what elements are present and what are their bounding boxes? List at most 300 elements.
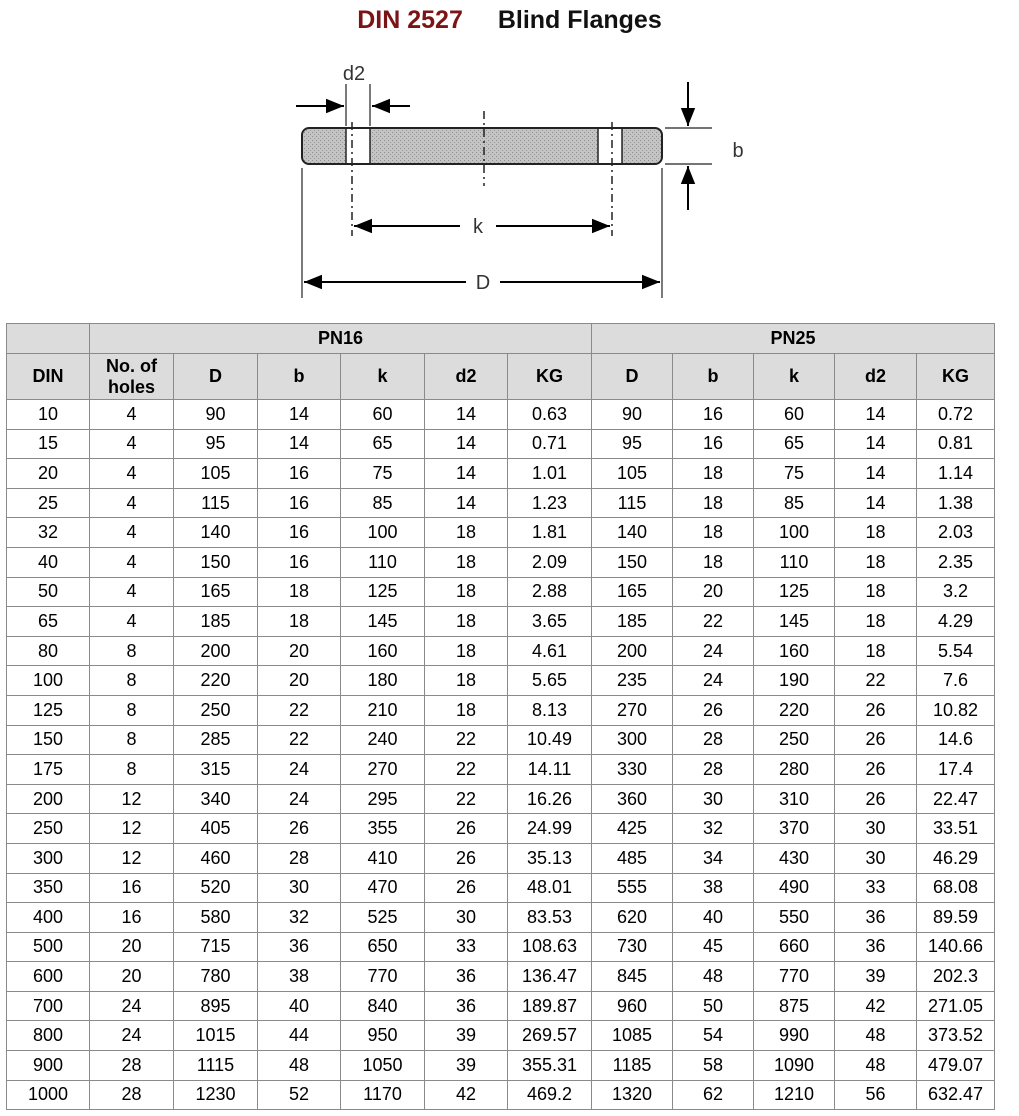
table-cell: 330 — [592, 755, 673, 785]
table-cell: 26 — [835, 755, 917, 785]
table-cell: 460 — [174, 843, 258, 873]
table-cell: 990 — [754, 1021, 835, 1051]
table-cell: 34 — [673, 843, 754, 873]
table-cell: 0.71 — [508, 429, 592, 459]
b-label: b — [732, 140, 744, 162]
table-cell: 150 — [174, 547, 258, 577]
table-row — [7, 607, 995, 637]
table-row — [7, 784, 995, 814]
table-cell: 14 — [258, 400, 341, 430]
table-cell: 8 — [90, 666, 174, 696]
table-cell: 355 — [341, 814, 425, 844]
table-cell: 5.65 — [508, 666, 592, 696]
table-cell: 18 — [425, 636, 508, 666]
table-cell: 580 — [174, 903, 258, 933]
table-cell: 8.13 — [508, 695, 592, 725]
table-cell: 68.08 — [917, 873, 995, 903]
table-cell: 18 — [673, 547, 754, 577]
table-cell: 1.14 — [917, 459, 995, 489]
table-cell: 105 — [592, 459, 673, 489]
table-cell: 20 — [7, 459, 90, 489]
table-cell: 115 — [174, 488, 258, 518]
table-cell: 18 — [835, 636, 917, 666]
table-cell: 100 — [754, 518, 835, 548]
table-cell: 250 — [174, 695, 258, 725]
table-cell: 24 — [258, 755, 341, 785]
table-cell: 28 — [90, 1080, 174, 1110]
table-row — [7, 666, 995, 696]
table-cell: 160 — [754, 636, 835, 666]
table-cell: 660 — [754, 932, 835, 962]
table-cell: 26 — [425, 843, 508, 873]
table-cell: 32 — [258, 903, 341, 933]
table-cell: 40 — [7, 547, 90, 577]
table-cell: 240 — [341, 725, 425, 755]
table-cell: 125 — [754, 577, 835, 607]
table-cell: 140 — [592, 518, 673, 548]
page-title — [0, 6, 1019, 35]
table-cell: 42 — [835, 991, 917, 1021]
table-cell: 210 — [341, 695, 425, 725]
table-cell: 220 — [174, 666, 258, 696]
table-cell: 24 — [673, 666, 754, 696]
table-cell: 108.63 — [508, 932, 592, 962]
column-header: b — [673, 354, 754, 400]
table-cell: 16 — [258, 488, 341, 518]
table-cell: 40 — [258, 991, 341, 1021]
table-cell: 20 — [673, 577, 754, 607]
table-cell: 1.01 — [508, 459, 592, 489]
table-cell: 32 — [7, 518, 90, 548]
table-cell: 16 — [90, 903, 174, 933]
table-cell: 4 — [90, 547, 174, 577]
table-cell: 26 — [835, 695, 917, 725]
table-cell: 90 — [174, 400, 258, 430]
table-cell: 370 — [754, 814, 835, 844]
table-cell: 202.3 — [917, 962, 995, 992]
table-row — [7, 547, 995, 577]
column-header: k — [754, 354, 835, 400]
table-row — [7, 429, 995, 459]
table-cell: 16 — [90, 873, 174, 903]
table-cell: 12 — [90, 784, 174, 814]
table-cell: 1.23 — [508, 488, 592, 518]
table-cell: 16.26 — [508, 784, 592, 814]
table-cell: 80 — [7, 636, 90, 666]
table-cell: 54 — [673, 1021, 754, 1051]
table-cell: 22 — [425, 725, 508, 755]
table-cell: 22 — [673, 607, 754, 637]
table-row — [7, 755, 995, 785]
table-cell: 4 — [90, 577, 174, 607]
table-cell: 42 — [425, 1080, 508, 1110]
table-cell: 8 — [90, 636, 174, 666]
table-cell: 1.38 — [917, 488, 995, 518]
table-cell: 12 — [90, 814, 174, 844]
table-cell: 620 — [592, 903, 673, 933]
table-cell: 425 — [592, 814, 673, 844]
table-cell: 7.6 — [917, 666, 995, 696]
group-header-pn25: PN25 — [592, 324, 995, 354]
table-cell: 30 — [835, 814, 917, 844]
table-cell: 150 — [7, 725, 90, 755]
column-header: D — [592, 354, 673, 400]
table-cell: 405 — [174, 814, 258, 844]
table-cell: 18 — [425, 666, 508, 696]
table-cell: 10.49 — [508, 725, 592, 755]
table-cell: 18 — [425, 577, 508, 607]
table-cell: 26 — [835, 784, 917, 814]
table-cell: 18 — [673, 459, 754, 489]
table-cell: 18 — [425, 547, 508, 577]
table-cell: 14 — [425, 400, 508, 430]
table-row — [7, 725, 995, 755]
table-cell: 875 — [754, 991, 835, 1021]
column-header: D — [174, 354, 258, 400]
table-cell: 960 — [592, 991, 673, 1021]
table-cell: 85 — [341, 488, 425, 518]
table-cell: 145 — [341, 607, 425, 637]
table-cell: 28 — [90, 1051, 174, 1081]
table-cell: 340 — [174, 784, 258, 814]
table-cell: 800 — [7, 1021, 90, 1051]
table-cell: 0.72 — [917, 400, 995, 430]
table-cell: 310 — [754, 784, 835, 814]
table-cell: 65 — [754, 429, 835, 459]
table-cell: 479.07 — [917, 1051, 995, 1081]
table-cell: 56 — [835, 1080, 917, 1110]
table-cell: 36 — [835, 903, 917, 933]
table-row — [7, 636, 995, 666]
table-cell: 75 — [341, 459, 425, 489]
table-cell: 24 — [90, 991, 174, 1021]
table-cell: 4 — [90, 607, 174, 637]
table-cell: 200 — [592, 636, 673, 666]
table-cell: 140 — [174, 518, 258, 548]
table-cell: 48 — [258, 1051, 341, 1081]
table-cell: 845 — [592, 962, 673, 992]
table-cell: 470 — [341, 873, 425, 903]
table-cell: 200 — [174, 636, 258, 666]
table-cell: 8 — [90, 695, 174, 725]
table-cell: 36 — [425, 962, 508, 992]
table-cell: 715 — [174, 932, 258, 962]
d2-label: d2 — [342, 63, 366, 85]
table-cell: 235 — [592, 666, 673, 696]
table-cell: 4 — [90, 518, 174, 548]
table-cell: 220 — [754, 695, 835, 725]
table-cell: 50 — [673, 991, 754, 1021]
table-cell: 770 — [754, 962, 835, 992]
table-cell: 4 — [90, 400, 174, 430]
table-cell: 20 — [258, 666, 341, 696]
standard-code: DIN 2527 — [357, 6, 463, 34]
table-cell: 18 — [425, 518, 508, 548]
table-cell: 28 — [673, 725, 754, 755]
table-cell: 2.09 — [508, 547, 592, 577]
table-cell: 85 — [754, 488, 835, 518]
table-cell: 12 — [90, 843, 174, 873]
table-row — [7, 903, 995, 933]
table-cell: 17.4 — [917, 755, 995, 785]
table-cell: 8 — [90, 725, 174, 755]
table-cell: 250 — [754, 725, 835, 755]
table-cell: 52 — [258, 1080, 341, 1110]
table-cell: 410 — [341, 843, 425, 873]
table-cell: 115 — [592, 488, 673, 518]
table-cell: 18 — [258, 607, 341, 637]
table-cell: 95 — [174, 429, 258, 459]
table-cell: 2.03 — [917, 518, 995, 548]
flange-diagram — [280, 56, 760, 306]
table-row — [7, 488, 995, 518]
table-cell: 22 — [258, 695, 341, 725]
table-cell: 36 — [258, 932, 341, 962]
table-cell: 18 — [258, 577, 341, 607]
table-cell: 8 — [90, 755, 174, 785]
table-cell: 270 — [592, 695, 673, 725]
table-cell: 200 — [7, 784, 90, 814]
table-row — [7, 459, 995, 489]
D-label: D — [475, 272, 491, 294]
table-cell: 24 — [258, 784, 341, 814]
table-cell: 33.51 — [917, 814, 995, 844]
table-cell: 190 — [754, 666, 835, 696]
table-cell: 136.47 — [508, 962, 592, 992]
table-cell: 14 — [425, 488, 508, 518]
table-row — [7, 962, 995, 992]
table-cell: 22 — [425, 784, 508, 814]
table-cell: 1185 — [592, 1051, 673, 1081]
table-cell: 900 — [7, 1051, 90, 1081]
table-cell: 18 — [425, 607, 508, 637]
column-header: k — [341, 354, 425, 400]
table-cell: 950 — [341, 1021, 425, 1051]
table-cell: 14 — [425, 459, 508, 489]
table-cell: 105 — [174, 459, 258, 489]
table-cell: 430 — [754, 843, 835, 873]
table-cell: 10 — [7, 400, 90, 430]
table-cell: 14 — [835, 459, 917, 489]
flange-dimensions-table — [6, 323, 995, 1110]
table-cell: 14 — [835, 400, 917, 430]
table-cell: 780 — [174, 962, 258, 992]
table-cell: 89.59 — [917, 903, 995, 933]
table-cell: 26 — [258, 814, 341, 844]
table-cell: 285 — [174, 725, 258, 755]
table-cell: 33 — [425, 932, 508, 962]
table-cell: 145 — [754, 607, 835, 637]
table-cell: 16 — [258, 518, 341, 548]
table-cell: 100 — [341, 518, 425, 548]
table-cell: 15 — [7, 429, 90, 459]
table-cell: 39 — [425, 1051, 508, 1081]
table-cell: 24 — [90, 1021, 174, 1051]
table-cell: 3.65 — [508, 607, 592, 637]
table-cell: 1000 — [7, 1080, 90, 1110]
table-cell: 18 — [835, 518, 917, 548]
table-cell: 0.63 — [508, 400, 592, 430]
table-cell: 650 — [341, 932, 425, 962]
table-cell: 46.29 — [917, 843, 995, 873]
table-cell: 700 — [7, 991, 90, 1021]
table-cell: 3.2 — [917, 577, 995, 607]
table-cell: 400 — [7, 903, 90, 933]
table-cell: 295 — [341, 784, 425, 814]
table-row — [7, 518, 995, 548]
table-row — [7, 1051, 995, 1081]
table-cell: 48.01 — [508, 873, 592, 903]
table-cell: 24 — [673, 636, 754, 666]
table-cell: 20 — [258, 636, 341, 666]
table-cell: 18 — [673, 518, 754, 548]
table-cell: 44 — [258, 1021, 341, 1051]
table-cell: 270 — [341, 755, 425, 785]
table-cell: 60 — [341, 400, 425, 430]
table-cell: 20 — [90, 962, 174, 992]
table-cell: 189.87 — [508, 991, 592, 1021]
table-cell: 36 — [835, 932, 917, 962]
table-row — [7, 577, 995, 607]
bolt-hole-left — [346, 129, 370, 163]
table-cell: 22.47 — [917, 784, 995, 814]
table-cell: 485 — [592, 843, 673, 873]
column-header: d2 — [425, 354, 508, 400]
table-cell: 1320 — [592, 1080, 673, 1110]
table-cell: 38 — [673, 873, 754, 903]
table-cell: 1015 — [174, 1021, 258, 1051]
table-cell: 125 — [341, 577, 425, 607]
table-cell: 18 — [835, 607, 917, 637]
table-row — [7, 814, 995, 844]
column-header: DIN — [7, 354, 90, 400]
table-cell: 65 — [7, 607, 90, 637]
table-row — [7, 1021, 995, 1051]
table-cell: 18 — [673, 488, 754, 518]
product-name: Blind Flanges — [497, 6, 662, 34]
table-cell: 60 — [754, 400, 835, 430]
table-cell: 95 — [592, 429, 673, 459]
table-row — [7, 843, 995, 873]
table-cell: 469.2 — [508, 1080, 592, 1110]
table-cell: 373.52 — [917, 1021, 995, 1051]
table-cell: 62 — [673, 1080, 754, 1110]
table-cell: 175 — [7, 755, 90, 785]
table-cell: 4 — [90, 488, 174, 518]
group-header-blank — [7, 324, 90, 354]
table-cell: 28 — [258, 843, 341, 873]
table-cell: 50 — [7, 577, 90, 607]
table-cell: 33 — [835, 873, 917, 903]
table-cell: 110 — [341, 547, 425, 577]
table-cell: 48 — [835, 1051, 917, 1081]
table-cell: 2.35 — [917, 547, 995, 577]
table-cell: 632.47 — [917, 1080, 995, 1110]
table-cell: 16 — [673, 400, 754, 430]
table-cell: 1170 — [341, 1080, 425, 1110]
table-cell: 250 — [7, 814, 90, 844]
table-cell: 1050 — [341, 1051, 425, 1081]
table-cell: 730 — [592, 932, 673, 962]
column-header-row — [7, 354, 995, 400]
table-row — [7, 400, 995, 430]
table-cell: 26 — [673, 695, 754, 725]
column-header: d2 — [835, 354, 917, 400]
table-cell: 30 — [835, 843, 917, 873]
table-cell: 555 — [592, 873, 673, 903]
table-cell: 48 — [673, 962, 754, 992]
table-body — [7, 400, 995, 1110]
table-cell: 1085 — [592, 1021, 673, 1051]
table-cell: 5.54 — [917, 636, 995, 666]
table-cell: 39 — [835, 962, 917, 992]
table-cell: 26 — [425, 814, 508, 844]
column-header: b — [258, 354, 341, 400]
table-cell: 18 — [425, 695, 508, 725]
table-cell: 185 — [174, 607, 258, 637]
table-cell: 4 — [90, 429, 174, 459]
table-cell: 1090 — [754, 1051, 835, 1081]
bolt-hole-right — [598, 129, 622, 163]
table-cell: 14.6 — [917, 725, 995, 755]
column-header: KG — [508, 354, 592, 400]
table-cell: 4.61 — [508, 636, 592, 666]
table-cell: 500 — [7, 932, 90, 962]
table-cell: 4 — [90, 459, 174, 489]
table-cell: 26 — [835, 725, 917, 755]
table-cell: 355.31 — [508, 1051, 592, 1081]
table-cell: 269.57 — [508, 1021, 592, 1051]
table-cell: 14 — [258, 429, 341, 459]
group-header-pn16: PN16 — [90, 324, 592, 354]
table-cell: 895 — [174, 991, 258, 1021]
table-cell: 83.53 — [508, 903, 592, 933]
table-cell: 1115 — [174, 1051, 258, 1081]
table-cell: 4.29 — [917, 607, 995, 637]
table-cell: 770 — [341, 962, 425, 992]
table-cell: 65 — [341, 429, 425, 459]
table-row — [7, 873, 995, 903]
table-cell: 525 — [341, 903, 425, 933]
table-cell: 520 — [174, 873, 258, 903]
table-cell: 185 — [592, 607, 673, 637]
table-cell: 271.05 — [917, 991, 995, 1021]
table-cell: 28 — [673, 755, 754, 785]
table-cell: 300 — [592, 725, 673, 755]
column-header: No. of holes — [90, 354, 174, 400]
table-cell: 600 — [7, 962, 90, 992]
table-cell: 165 — [592, 577, 673, 607]
table-cell: 30 — [425, 903, 508, 933]
table-cell: 150 — [592, 547, 673, 577]
table-row — [7, 1080, 995, 1110]
table-cell: 550 — [754, 903, 835, 933]
table-cell: 22 — [258, 725, 341, 755]
table-cell: 18 — [835, 547, 917, 577]
table-cell: 16 — [258, 547, 341, 577]
table-cell: 14.11 — [508, 755, 592, 785]
table-cell: 32 — [673, 814, 754, 844]
table-row — [7, 695, 995, 725]
table-cell: 360 — [592, 784, 673, 814]
table-cell: 100 — [7, 666, 90, 696]
table-cell: 10.82 — [917, 695, 995, 725]
table-cell: 58 — [673, 1051, 754, 1081]
table-cell: 1.81 — [508, 518, 592, 548]
table-cell: 0.81 — [917, 429, 995, 459]
table-cell: 125 — [7, 695, 90, 725]
group-header-row — [7, 324, 995, 354]
